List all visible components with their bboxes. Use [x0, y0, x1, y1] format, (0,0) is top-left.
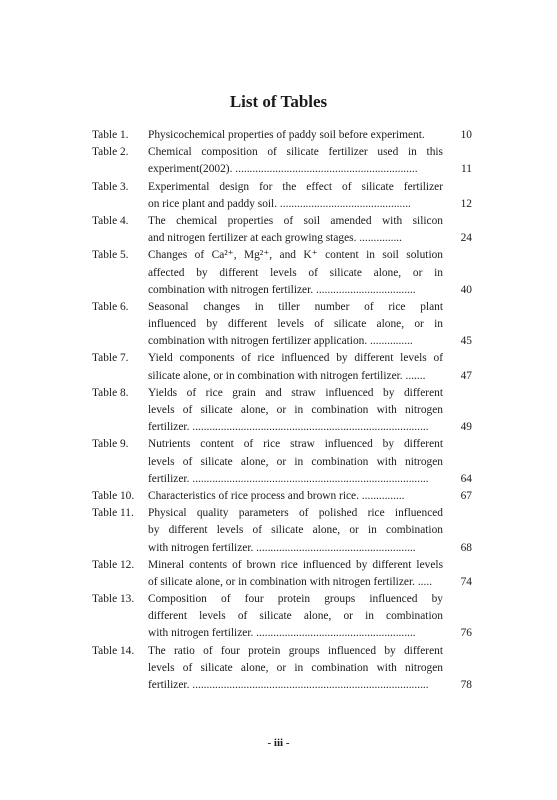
table-list — [92, 127, 472, 694]
entry-line — [92, 488, 472, 505]
table-caption-text: combination with nitrogen fertilizer application. ............... — [148, 335, 413, 348]
table-caption-text: Changes of Ca²⁺, Mg²⁺, and K⁺ content in soil solution — [148, 249, 443, 262]
table-label: Table 13. — [92, 593, 135, 606]
table-entry — [92, 505, 472, 557]
table-label: Table 11. — [92, 507, 134, 520]
table-caption-text: influenced by different levels of silicate alone, or in — [148, 318, 443, 331]
entry-line — [92, 677, 472, 694]
entry-line — [92, 522, 472, 539]
table-caption-text: on rice plant and paddy soil. .............................................. — [148, 197, 411, 210]
entry-line — [92, 625, 472, 642]
page-reference: 49 — [460, 421, 472, 434]
entry-line — [92, 557, 472, 574]
table-entry — [92, 127, 472, 144]
entry-line — [92, 471, 472, 488]
table-caption-text: silicate alone, or in combination with nitrogen fertilizer. ....... — [148, 369, 426, 382]
table-entry — [92, 557, 472, 591]
entry-line — [92, 247, 472, 264]
table-label: Table 9. — [92, 438, 129, 451]
table-entry — [92, 144, 472, 178]
table-entry — [92, 247, 472, 299]
table-caption-text: Physicochemical properties of paddy soil before experiment. — [148, 129, 425, 141]
table-label: Table 1. — [92, 129, 129, 141]
page-reference: 78 — [460, 679, 472, 691]
entry-line — [92, 643, 472, 660]
table-entry — [92, 179, 472, 213]
page-reference: 11 — [461, 163, 472, 176]
table-caption-text: levels of silicate alone, or in combination with nitrogen — [148, 455, 443, 468]
page-reference: 47 — [460, 369, 472, 382]
table-label: Table 6. — [92, 300, 129, 313]
page-reference: 45 — [460, 335, 472, 348]
table-caption-text: by different levels of silicate alone, or in combination — [148, 524, 443, 537]
table-label: Table 10. — [92, 489, 135, 502]
table-label: Table 8. — [92, 386, 129, 399]
table-caption-text: fertilizer. ................................................................................... — [148, 679, 429, 691]
page-reference: 74 — [460, 575, 472, 588]
table-caption-text: of silicate alone, or in combination with nitrogen fertilizer. ..... — [148, 575, 433, 588]
entry-line — [92, 436, 472, 453]
table-caption-text: Mineral contents of brown rice influenced by different levels — [148, 558, 443, 571]
table-caption-text: with nitrogen fertilizer. ........................................................ — [148, 541, 416, 554]
table-label: Table 3. — [92, 180, 129, 193]
table-entry — [92, 213, 472, 247]
entry-line — [92, 350, 472, 367]
entry-line — [92, 419, 472, 436]
table-label: Table 5. — [92, 249, 129, 262]
table-caption-text: Experimental design for the effect of silicate fertilizer — [148, 180, 443, 193]
entry-line — [92, 144, 472, 161]
table-caption-text: Characteristics of rice process and brown rice. ............... — [148, 489, 405, 502]
page-reference: 10 — [460, 129, 472, 141]
table-caption-text: Yield components of rice influenced by different levels of — [148, 352, 443, 365]
entry-line — [92, 385, 472, 402]
table-caption-text: levels of silicate alone, or in combination with nitrogen — [148, 404, 443, 416]
table-caption-text: Composition of four protein groups influenced by — [148, 593, 443, 606]
page-reference: 12 — [460, 197, 472, 210]
entry-line — [92, 574, 472, 591]
page-number: - iii - — [267, 737, 290, 749]
table-caption-text: fertilizer. ................................................................................... — [148, 472, 429, 485]
table-label: Table 7. — [92, 352, 129, 365]
entry-line — [92, 454, 472, 471]
table-caption-text: The chemical properties of soil amended with silicon — [148, 214, 443, 227]
entry-line — [92, 265, 472, 282]
page-reference: 68 — [460, 541, 472, 554]
entry-line — [92, 368, 472, 385]
table-caption-text: with nitrogen fertilizer. ........................................................ — [148, 627, 416, 640]
entry-line — [92, 282, 472, 299]
entry-line — [92, 299, 472, 316]
table-entry — [92, 488, 472, 505]
entry-line — [92, 213, 472, 230]
table-caption-text: The ratio of four protein groups influenced by different — [148, 644, 443, 657]
page-reference: 24 — [460, 232, 472, 245]
entry-line — [92, 127, 472, 144]
entry-line — [92, 540, 472, 557]
entry-line — [92, 179, 472, 196]
table-entry — [92, 643, 472, 695]
table-label: Table 4. — [92, 214, 129, 227]
page-reference: 76 — [460, 627, 472, 640]
table-caption-text: levels of silicate alone, or in combination with nitrogen — [148, 661, 443, 674]
page-title: List of Tables — [229, 92, 328, 111]
entry-line — [92, 230, 472, 247]
entry-line — [92, 660, 472, 677]
table-caption-text: affected by different levels of silicate alone, or in — [148, 266, 443, 279]
table-caption-text: and nitrogen fertilizer at each growing stages. ............... — [148, 232, 402, 245]
table-caption-text: fertilizer. ................................................................................... — [148, 421, 429, 434]
entry-line — [92, 505, 472, 522]
table-caption-text: experiment(2002). ................................................................ — [148, 163, 418, 176]
entry-line — [92, 591, 472, 608]
table-label: Table 12. — [92, 558, 135, 571]
table-entry — [92, 591, 472, 643]
entry-line — [92, 608, 472, 625]
entry-line — [92, 402, 472, 419]
page-reference: 67 — [460, 489, 472, 502]
page-reference: 64 — [460, 472, 472, 485]
table-caption-text: Seasonal changes in tiller number of rice plant — [148, 300, 443, 313]
entry-line — [92, 161, 472, 178]
entry-line — [92, 316, 472, 333]
table-caption-text: combination with nitrogen fertilizer. ................................... — [148, 283, 416, 296]
table-caption-text: Physical quality parameters of polished rice influenced — [148, 507, 443, 520]
table-entry — [92, 299, 472, 351]
page-reference: 40 — [460, 283, 472, 296]
entry-line — [92, 333, 472, 350]
table-entry — [92, 436, 472, 488]
table-entry — [92, 350, 472, 384]
table-label: Table 2. — [92, 146, 129, 159]
entry-line — [92, 196, 472, 213]
table-caption-text: Chemical composition of silicate fertilizer used in this — [148, 146, 443, 159]
table-caption-text: Nutrients content of rice straw influenced by different — [148, 438, 443, 451]
table-caption-text: different levels of silicate alone, or in combination — [148, 610, 443, 623]
table-entry — [92, 385, 472, 437]
table-caption-text: Yields of rice grain and straw influenced by different — [148, 386, 443, 399]
table-label: Table 14. — [92, 644, 135, 657]
